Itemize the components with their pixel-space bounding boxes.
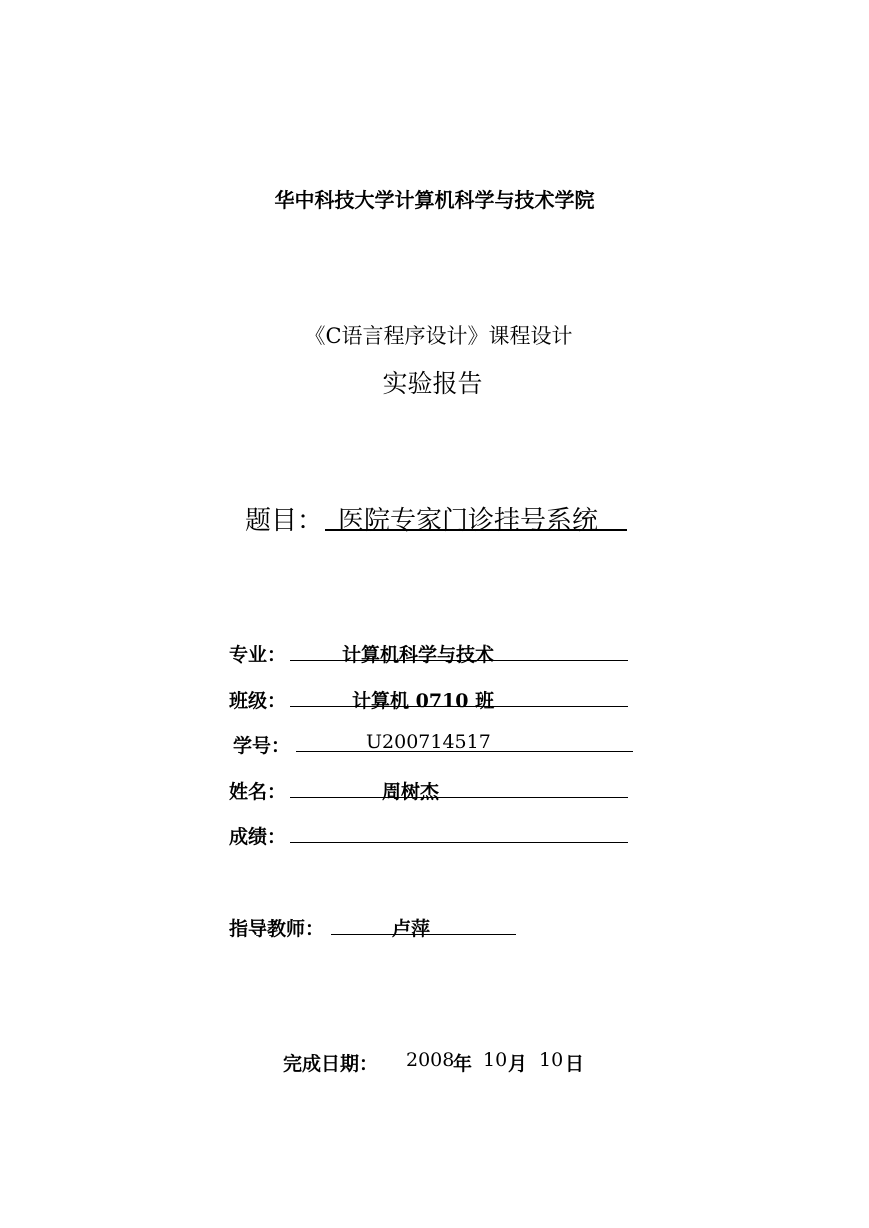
grade-label: 成绩：: [229, 826, 287, 848]
class-label: 班级：: [229, 690, 287, 712]
school-name: 华中科技大学计算机科学与技术学院: [274, 188, 595, 212]
advisor-label: 指导教师：: [229, 918, 325, 940]
name-value: 周树杰: [382, 781, 440, 803]
major-value: 计算机科学与技术: [342, 644, 495, 666]
topic-label: 题目：: [245, 506, 324, 536]
completion-month: 10: [483, 1049, 508, 1071]
topic-underline: [325, 529, 627, 531]
name-label: 姓名：: [229, 781, 287, 803]
completion-label: 完成日期：: [283, 1053, 379, 1075]
student-id-underline: [296, 751, 633, 752]
course-title: 《C语言程序设计》课程设计: [304, 324, 573, 348]
completion-day: 10: [539, 1049, 564, 1071]
completion-month-unit: 月: [508, 1053, 528, 1075]
class-value: 计算机 0710 班: [352, 690, 495, 712]
advisor-underline: [331, 934, 516, 935]
topic-value: 医院专家门诊挂号系统: [338, 506, 599, 536]
completion-year-unit: 年: [453, 1053, 473, 1075]
student-id-value: U200714517: [366, 731, 491, 753]
report-title: 实验报告: [382, 369, 483, 398]
class-underline: [290, 706, 628, 707]
major-label: 专业：: [229, 644, 287, 666]
major-underline: [290, 660, 628, 661]
name-underline: [290, 797, 628, 798]
student-id-label: 学号：: [233, 735, 291, 757]
completion-year: 2008: [406, 1049, 455, 1071]
completion-day-unit: 日: [565, 1053, 585, 1075]
grade-underline: [290, 842, 628, 843]
advisor-value: 卢萍: [392, 918, 431, 940]
